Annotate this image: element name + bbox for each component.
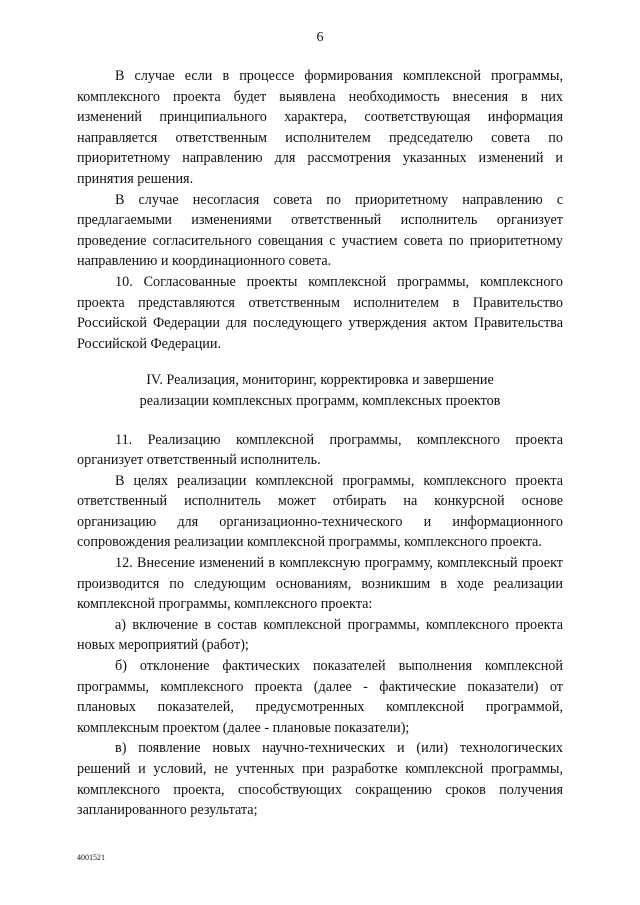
page-number: 6	[316, 30, 324, 45]
paragraph: В случае несогласия совета по приоритетному направлению с предлагаемыми изменениями ответственный исполнитель организует проведение согласительного совещания с участием совета по приоритетному направлению и координационного совета.	[77, 191, 563, 270]
document-code: 4001521	[77, 853, 105, 862]
section-heading	[77, 370, 563, 411]
paragraph: 10. Согласованные проекты комплексной программы, комплексного проекта представляются ответственным исполнителем в Правительство Российской Федерации для последующего утверждения актом Правительства Российской Федерации.	[77, 273, 563, 352]
document-body	[77, 66, 563, 821]
section-heading-line: IV. Реализация, мониторинг, корректировка и завершение	[146, 372, 494, 389]
list-item: в) появление новых научно-технических и (или) технологических решений и условий, не учтенных при разработке комплексной программы, комплексного проекта, способствующих сокращению сроков получения запланированного результата;	[77, 740, 563, 819]
list-item: б) отклонение фактических показателей выполнения комплексной программы, комплексного проекта (далее - фактические показатели) от плановых показателей, предусмотренных комплексной программой, комплексным проектом (далее - плановые показатели);	[77, 658, 563, 736]
paragraph: В целях реализации комплексной программы, комплексного проекта ответственный исполнитель может отбирать на конкурсной основе организацию для организационно-технического и информационного сопровождения реализации комплексной программы, комплексного проекта.	[77, 472, 563, 551]
paragraph: 11. Реализацию комплексной программы, комплексного проекта организует ответственный исполнитель.	[77, 431, 563, 469]
section-heading-line: реализации комплексных программ, комплексных проектов	[139, 392, 501, 409]
list-item: а) включение в состав комплексной программы, комплексного проекта новых мероприятий (работ);	[77, 616, 563, 654]
paragraph: 12. Внесение изменений в комплексную программу, комплексный проект производится по следующим основаниям, возникшим в ходе реализации комплексной программы, комплексного проекта:	[77, 555, 563, 613]
paragraph: В случае если в процессе формирования комплексной программы, комплексного проекта будет выявлена необходимость внесения в них изменений принципиального характера, соответствующая информация направляется ответственным исполнителем председателю совета по приоритетному направлению для рассмотрения указанных изменений и принятия решения.	[77, 68, 563, 187]
